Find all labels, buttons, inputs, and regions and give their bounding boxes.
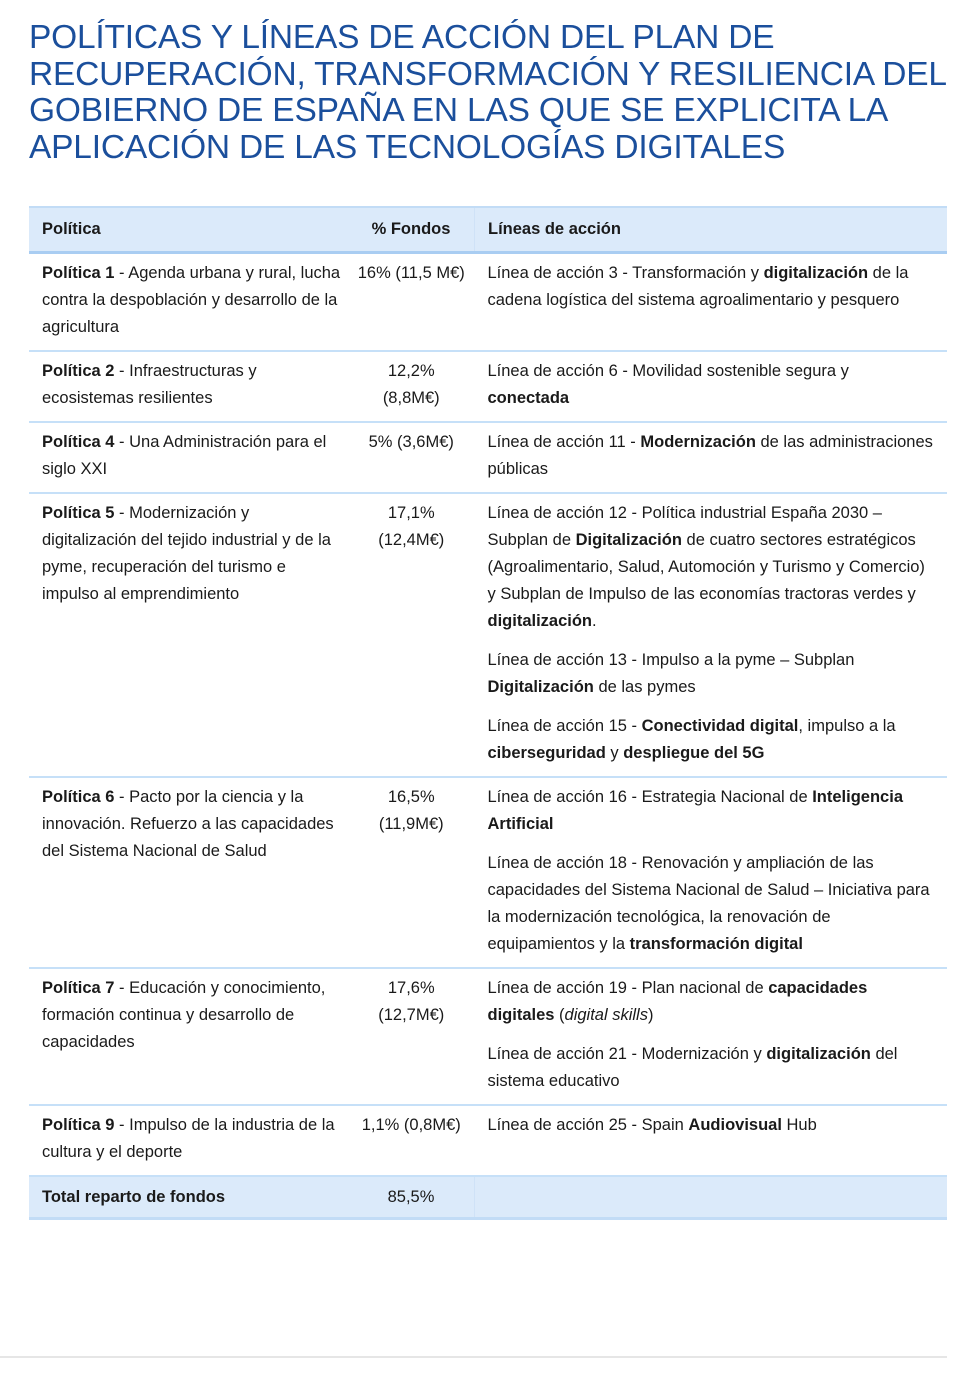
funds-cell	[352, 968, 475, 1105]
funds-percentage: 5% (3,6M€)	[368, 433, 454, 451]
action-line-text: Línea de acción 12 - Política industrial España 2030 – Subplan de	[487, 504, 882, 549]
table-row	[29, 777, 947, 968]
action-line-emphasis: conectada	[487, 389, 570, 407]
funds-percentage: 17,6%	[387, 979, 435, 997]
funds-amount: (11,9M€)	[378, 815, 444, 833]
policy-text: - Una Administración para el siglo XXI	[42, 433, 327, 478]
action-line-emphasis: Conectividad digital	[641, 717, 799, 735]
funds-percentage: 12,2%	[387, 362, 435, 380]
table-body	[29, 253, 947, 1177]
action-line-emphasis: Audiovisual	[688, 1116, 782, 1134]
action-line-text: , impulso a la	[798, 717, 896, 735]
action-line-text: Línea de acción 3 - Transformación y	[487, 264, 764, 282]
action-line-text: Línea de acción 15 -	[487, 717, 642, 735]
table-row	[29, 968, 947, 1105]
funds-percentage: 16% (11,5 M€)	[357, 264, 465, 282]
policy-text: - Pacto por la ciencia y la innovación. Refuerzo a las capacidades del Sistema Nacional de Salud	[42, 788, 334, 860]
action-line-italic: digital skills	[564, 1006, 648, 1024]
policy-cell	[29, 422, 352, 493]
action-line-text: y	[605, 744, 624, 762]
policy-cell	[29, 253, 352, 352]
action-line-emphasis: Digitalización	[575, 531, 682, 549]
policy-label: Política 4	[42, 433, 115, 451]
policy-cell	[29, 777, 352, 968]
page-title: POLÍTICAS Y LÍNEAS DE ACCIÓN DEL PLAN DE RECUPERACIÓN, TRANSFORMACIÓN Y RESILIENCIA DEL GOBIERNO DE ESPAÑA EN LAS QUE SE EXPLICITA LA APLICACIÓN DE LAS TECNOLOGÍAS DIGITALES	[29, 19, 946, 166]
action-line	[488, 975, 934, 1029]
funds-cell	[352, 351, 475, 422]
action-lines-cell	[475, 253, 948, 352]
action-line-emphasis: Inteligencia Artificial	[487, 788, 903, 833]
action-line-text: )	[647, 1006, 654, 1024]
action-line-text: de las pymes	[593, 678, 696, 696]
policies-table	[29, 206, 947, 1220]
policy-label: Política 1	[42, 264, 115, 282]
action-line-text: Hub	[781, 1116, 817, 1134]
action-line-text: Línea de acción 18 - Renovación y ampliación de las capacidades del Sistema Nacional de Salud – Iniciativa para la modernización tecnológica, la renovación de equipamientos y la	[487, 854, 930, 953]
funds-cell	[352, 1105, 475, 1176]
funds-percentage: 16,5%	[387, 788, 435, 806]
total-value: 85,5%	[387, 1187, 435, 1206]
policy-cell	[29, 351, 352, 422]
action-line-emphasis: Digitalización	[487, 678, 594, 696]
action-line-emphasis: despliegue del 5G	[623, 744, 765, 762]
action-line-emphasis: transformación digital	[629, 935, 803, 953]
action-line	[488, 358, 934, 412]
action-line	[488, 713, 934, 767]
action-line-emphasis: digitalización	[766, 1045, 871, 1063]
footer-divider	[0, 1356, 947, 1358]
policy-cell	[29, 493, 352, 777]
total-row	[29, 1176, 947, 1219]
funds-cell	[352, 493, 475, 777]
action-lines-cell	[475, 777, 948, 968]
action-line-text: de cuatro sectores estratégicos (Agroalimentario, Salud, Automoción y Turismo y Comercio) y Subplan de Impulso de las economías tractoras verdes y	[487, 531, 925, 603]
funds-percentage: 1,1% (0,8M€)	[361, 1116, 461, 1134]
policy-label: Política 9	[42, 1116, 115, 1134]
action-line	[488, 1041, 934, 1095]
action-line-text: Línea de acción 25 - Spain	[487, 1116, 689, 1134]
funds-percentage: 17,1%	[387, 504, 435, 522]
action-line	[488, 647, 934, 701]
policy-text: - Impulso de la industria de la cultura y el deporte	[42, 1116, 335, 1161]
table-row	[29, 1105, 947, 1176]
table-header-row	[29, 207, 947, 253]
funds-amount: (12,7M€)	[378, 1006, 445, 1024]
total-label: Total reparto de fondos	[42, 1187, 226, 1206]
action-line-emphasis: digitalización	[487, 612, 593, 630]
funds-amount: (12,4M€)	[378, 531, 445, 549]
action-lines-cell	[475, 422, 948, 493]
action-line-emphasis: Modernización	[640, 433, 756, 451]
action-line-text: de las administraciones públicas	[487, 433, 933, 478]
funds-amount: (8,8M€)	[382, 389, 440, 407]
action-line	[488, 1112, 934, 1139]
funds-cell	[352, 777, 475, 968]
header-policy: Política	[42, 220, 101, 238]
action-line-emphasis: capacidades digitales	[487, 979, 868, 1024]
action-line-text: Línea de acción 6 - Movilidad sostenible segura y	[487, 362, 849, 380]
action-line	[488, 429, 934, 483]
header-funds: % Fondos	[371, 220, 451, 238]
table-row	[29, 422, 947, 493]
table-row	[29, 253, 947, 352]
action-line-text: Línea de acción 11 -	[487, 433, 641, 451]
policy-label: Política 6	[42, 788, 115, 806]
action-lines-cell	[475, 351, 948, 422]
action-line-text: de la cadena logística del sistema agroalimentario y pesquero	[487, 264, 909, 309]
action-line	[488, 850, 934, 958]
action-line-emphasis: digitalización	[763, 264, 869, 282]
policy-label: Política 2	[42, 362, 115, 380]
policy-label: Política 5	[42, 504, 115, 522]
policy-text: - Modernización y digitalización del tejido industrial y de la pyme, recuperación del turismo e impulso al emprendimiento	[42, 504, 331, 603]
action-lines-cell	[475, 493, 948, 777]
action-line-emphasis: ciberseguridad	[487, 744, 606, 762]
action-line-text: del sistema educativo	[487, 1045, 898, 1090]
policy-cell	[29, 1105, 352, 1176]
funds-cell	[352, 422, 475, 493]
funds-cell	[352, 253, 475, 352]
action-line-text: Línea de acción 13 - Impulso a la pyme – Subplan	[487, 651, 855, 669]
action-line-text: (	[554, 1006, 565, 1024]
action-lines-cell	[475, 968, 948, 1105]
policy-label: Política 7	[42, 979, 115, 997]
action-line-text: .	[592, 612, 597, 630]
action-line	[488, 500, 934, 635]
policy-text: - Educación y conocimiento, formación continua y desarrollo de capacidades	[42, 979, 326, 1051]
policy-text: - Agenda urbana y rural, lucha contra la despoblación y desarrollo de la agricultura	[42, 264, 341, 336]
action-line-text: Línea de acción 16 - Estrategia Nacional de	[487, 788, 813, 806]
table-row	[29, 351, 947, 422]
action-lines-cell	[475, 1105, 948, 1176]
action-line	[488, 260, 934, 314]
action-line-text: Línea de acción 19 - Plan nacional de	[487, 979, 769, 997]
table-row	[29, 493, 947, 777]
header-lines: Líneas de acción	[475, 207, 948, 253]
policy-text: - Infraestructuras y ecosistemas resilientes	[42, 362, 257, 407]
policy-cell	[29, 968, 352, 1105]
total-empty-cell	[475, 1176, 948, 1219]
action-line	[488, 784, 934, 838]
action-line-text: Línea de acción 21 - Modernización y	[487, 1045, 767, 1063]
